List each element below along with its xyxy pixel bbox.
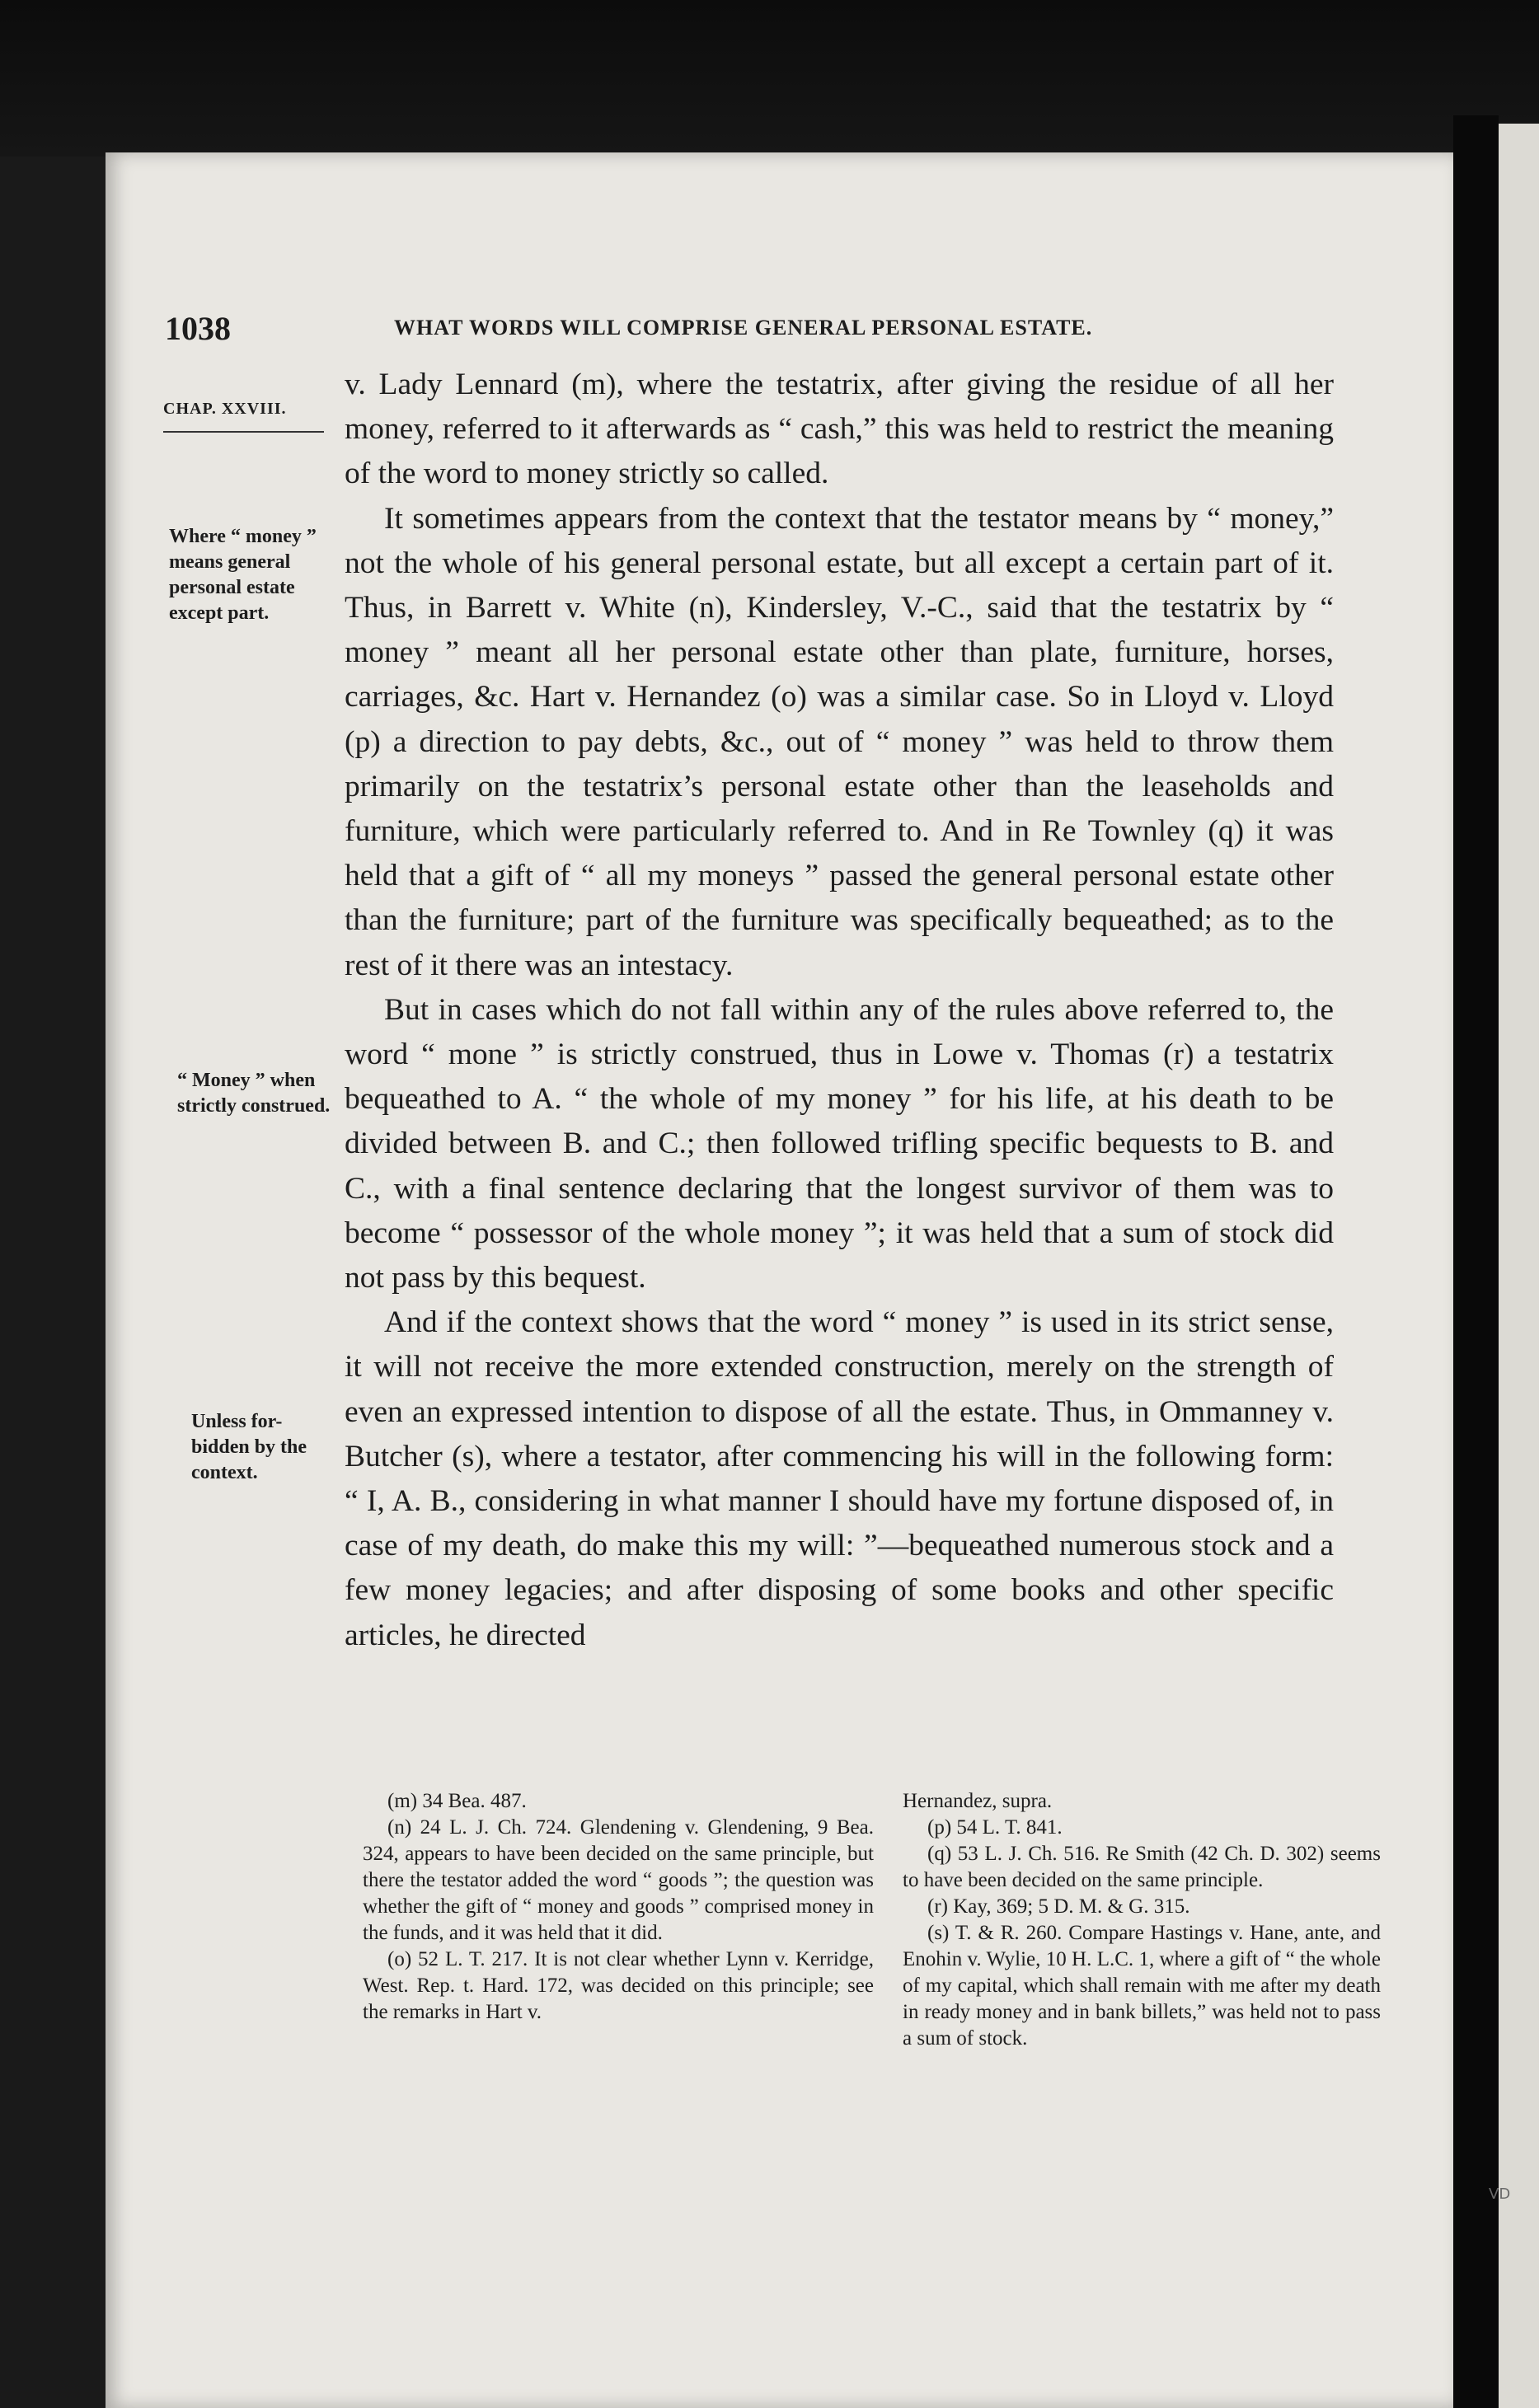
paragraph-2: It sometimes appears from the context that the testator means by “ money,” not the whole of his general personal estate, but all except a certain part of it. Thus, in Barrett v. White (n), Kindersley, V.-C., said that the testatrix by “ money ” meant all her personal estate other than plate, furniture, horses, carriages, &c. Hart v. Hernandez (o) was a similar case. So in Lloyd v. Lloyd (p) a direction to pay debts, &c., out of “ money ” was held to throw them primarily on the testatrix’s personal estate other than the leaseholds and furniture, which were particularly referred to. And in Re Townley (q) it was held that a gift of “ all my moneys ” passed the general personal estate other than the furniture; part of the furniture was specifically bequeathed; as to the rest of it there was an intestacy. bbox=[345, 501, 1334, 982]
footnote-m: (m) 34 Bea. 487. bbox=[387, 1790, 527, 1812]
margin-note-money-general-estate: Where “ money ” means general personal estate except part. bbox=[169, 526, 317, 624]
paragraph-4: And if the context shows that the word “ money ” is used in its strict sense, it will not receive the more extended construction, merely on the strength of even an expressed intention to dispose of all the estate. Thus, in Ommanney v. Butcher (s), where a testator, after commencing his will in the following form: “ I, A. B., considering in what manner I should have my fortune disposed of, in case of my death, do make this my will: ”—bequeathed numerous stock and a few money legacies; and after disposing of some books and other specific articles, he directed bbox=[345, 1305, 1334, 1652]
footnote-o: (o) 52 L. T. 217. It is not clear whether Lynn v. Kerridge, West. Rep. t. Hard. 172, was decided on this principle; see the remarks in Hart v. bbox=[363, 1948, 874, 2023]
chapter-rule bbox=[163, 431, 324, 433]
chapter-label: CHAP. XXVIII. bbox=[163, 400, 287, 418]
footnote-o-continued: Hernandez, supra. bbox=[903, 1790, 1053, 1812]
facing-page-edge bbox=[1499, 124, 1539, 2408]
page-header bbox=[165, 309, 1286, 358]
facing-page-mark: VD bbox=[1489, 2185, 1511, 2203]
running-head: WHAT WORDS WILL COMPRISE GENERAL PERSONAL ESTATE. bbox=[394, 316, 1093, 340]
footnotes-right-column bbox=[903, 1788, 1381, 2052]
scan-background bbox=[0, 0, 1539, 157]
margin-note-context: Unless for-bidden by the context. bbox=[191, 1411, 307, 1483]
main-text bbox=[345, 363, 1334, 1658]
footnote-n: (n) 24 L. J. Ch. 724. Glendening v. Glendening, 9 Bea. 324, appears to have been decided on the same principle, but there the testator added the word “ goods ”; the question was whether the gift of “ money and goods ” comprised money in the funds, and it was held that it did. bbox=[363, 1816, 874, 1944]
margin-note-money-strict: “ Money ” when strictly construed. bbox=[177, 1070, 331, 1117]
book-spine bbox=[1453, 115, 1499, 2408]
paragraph-1: v. Lady Lennard (m), where the testatrix, after giving the residue of all her money, referred to it afterwards as “ cash,” this was held to restrict the meaning of the word to money strictly so called. bbox=[345, 368, 1334, 491]
footnote-s: (s) T. & R. 260. Compare Hastings v. Hane, ante, and Enohin v. Wylie, 10 H. L.C. 1, where a gift of “ the whole of my capital, which shall remain with me after my death in ready money and in bank billets,” was held not to pass a sum of stock. bbox=[903, 1922, 1381, 2050]
footnote-p: (p) 54 L. T. 841. bbox=[927, 1816, 1063, 1839]
footnote-r: (r) Kay, 369; 5 D. M. & G. 315. bbox=[927, 1895, 1190, 1918]
paragraph-3: But in cases which do not fall within any of the rules above referred to, the word “ mone ” is strictly construed, thus in Lowe v. Thomas (r) a testatrix bequeathed to A. “ the whole of my money ” for his life, at his death to be divided between B. and C.; then followed trifling specific bequests to B. and C., with a final sentence declaring that the longest survivor of them was to become “ possessor of the whole money ”; it was held that a sum of stock did not pass by this bequest. bbox=[345, 992, 1334, 1295]
page-number: 1038 bbox=[165, 310, 231, 347]
footnote-q: (q) 53 L. J. Ch. 516. Re Smith (42 Ch. D. 302) seems to have been decided on the same principle. bbox=[903, 1843, 1381, 1891]
footnotes-left-column bbox=[363, 1788, 874, 2026]
